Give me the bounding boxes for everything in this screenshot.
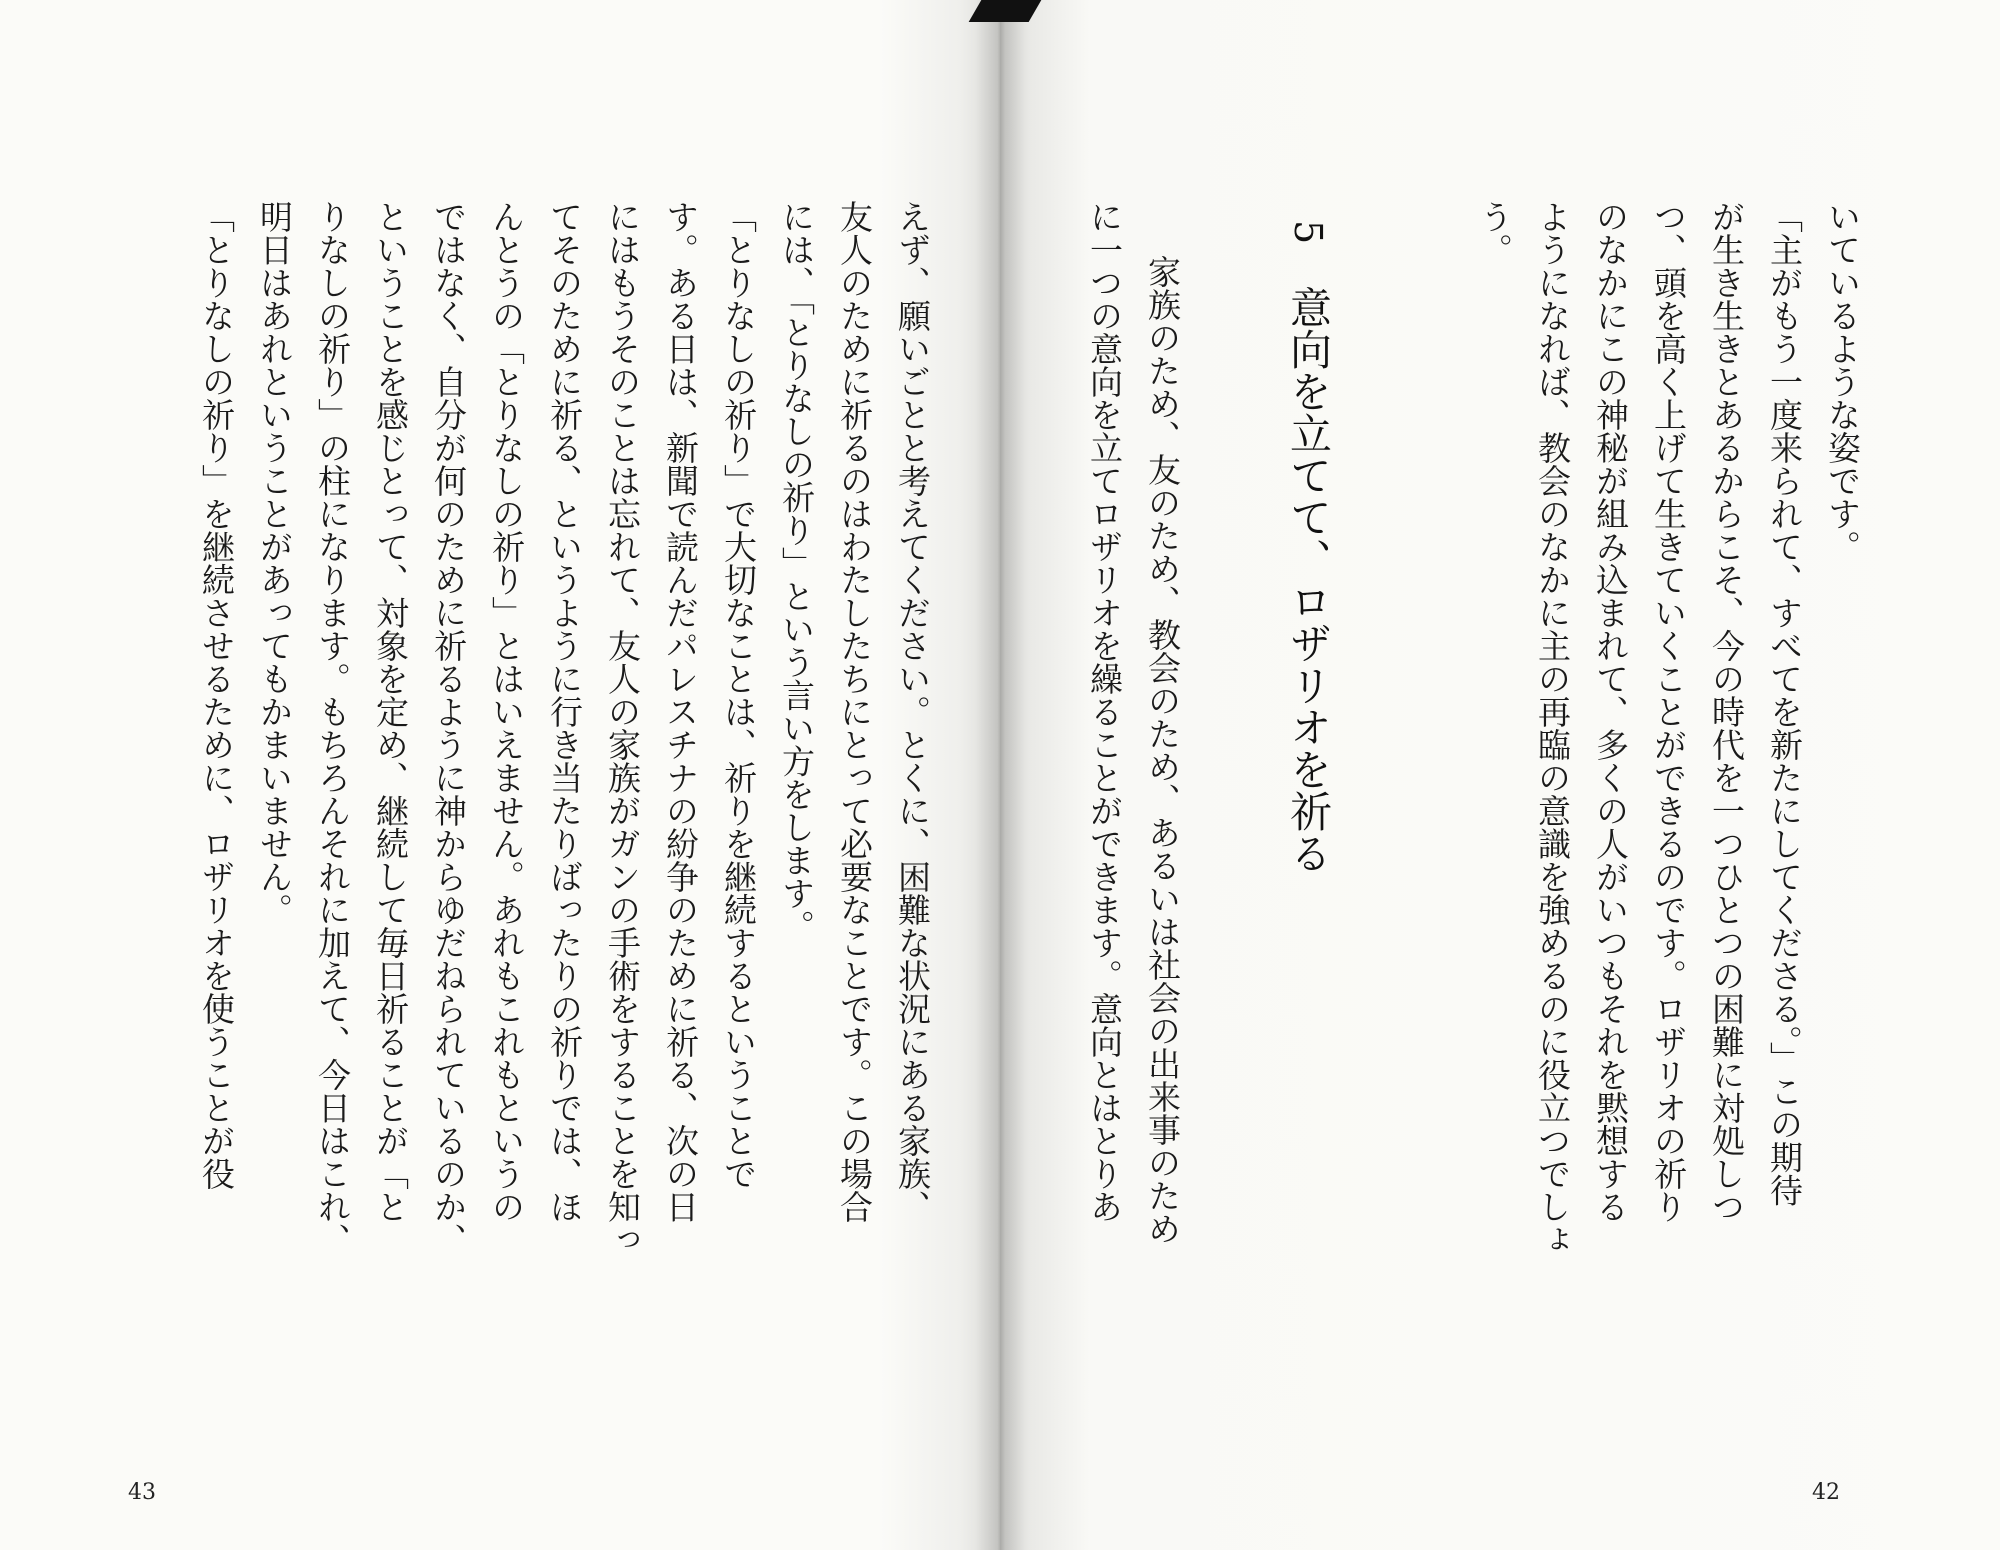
text-line: う。 bbox=[1475, 200, 1514, 266]
section-number: 5 bbox=[1286, 220, 1330, 245]
text-line: ではなく、自分が何のために祈るように神からゆだねられているのか、 bbox=[429, 200, 468, 1256]
text-line: には、「とりなしの祈り」という言い方をします。 bbox=[777, 200, 816, 943]
right-page-number: 42 bbox=[1812, 1480, 1840, 1505]
text-line: 友人のために祈るのはわたしたちにとって必要なことです。この場合 bbox=[835, 200, 874, 1223]
text-line: が生き生きとあるからこそ、今の時代を一つひとつの困難に対処しつ bbox=[1707, 200, 1746, 1223]
text-line: にはもうそのことは忘れて、友人の家族がガンの手術をすることを知っ bbox=[603, 200, 642, 1256]
text-line: 「とりなしの祈り」を継続させるために、ロザリオを使うことが役 bbox=[197, 200, 236, 1190]
book-spine-shadow bbox=[975, 0, 1025, 1550]
text-line: す。ある日は、新聞で読んだパレスチナの紛争のために祈る、次の日 bbox=[661, 200, 700, 1223]
section-heading bbox=[1278, 220, 1338, 874]
text-line: のなかにこの神秘が組み込まれて、多くの人がいつもそれを黙想する bbox=[1591, 200, 1630, 1223]
text-line: 家族のため、友のため、教会のため、あるいは社会の出来事のため bbox=[1143, 255, 1182, 1245]
text-line: 明日はあれということがあってもかまいません。 bbox=[255, 200, 294, 926]
book-spine-edge bbox=[969, 0, 1042, 22]
text-line: つ、頭を高く上げて生きていくことができるのです。ロザリオの祈り bbox=[1649, 200, 1688, 1223]
text-line: りなしの祈り」の柱になります。もちろんそれに加えて、今日はこれ、 bbox=[313, 200, 352, 1256]
text-line: んとうの「とりなしの祈り」とはいえません。あれもこれもというの bbox=[487, 200, 526, 1223]
text-line: てそのために祈る、というように行き当たりばったりの祈りでは、ほ bbox=[545, 200, 584, 1223]
section-title: 意向を立てて、ロザリオを祈る bbox=[1284, 286, 1333, 875]
text-line: に一つの意向を立てロザリオを繰ることができます。意向とはとりあ bbox=[1085, 200, 1124, 1223]
text-line: えず、願いごとと考えてください。とくに、困難な状況にある家族、 bbox=[893, 200, 932, 1223]
text-line: いているような姿です。 bbox=[1823, 200, 1862, 563]
text-line: 「主がもう一度来られて、すべてを新たにしてくださる。」この期待 bbox=[1765, 200, 1804, 1207]
text-line: ようになれば、教会のなかに主の再臨の意識を強めるのに役立つでしょ bbox=[1533, 200, 1572, 1256]
text-line: ということを感じとって、対象を定め、継続して毎日祈ることが「と bbox=[371, 200, 410, 1223]
left-page-number: 43 bbox=[128, 1480, 156, 1505]
text-line: 「とりなしの祈り」で大切なことは、祈りを継続するということで bbox=[719, 200, 758, 1190]
